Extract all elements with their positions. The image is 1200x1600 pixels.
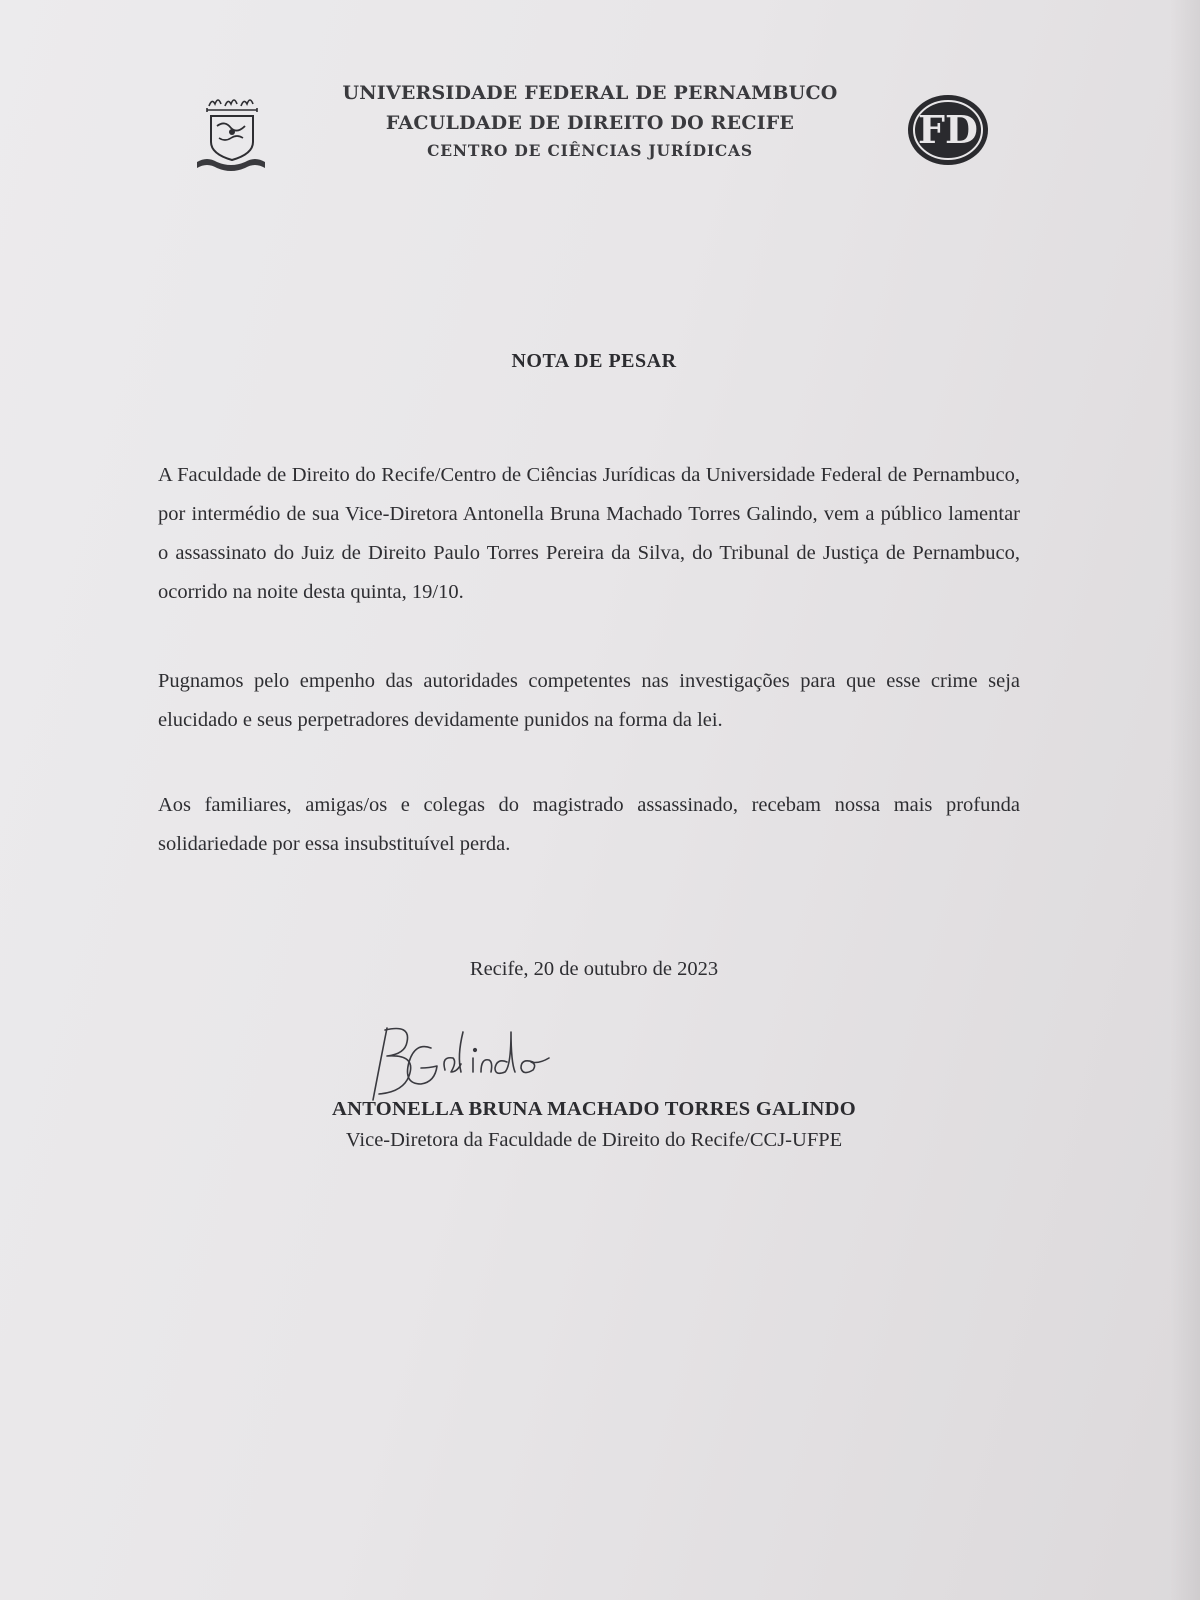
document-title: NOTA DE PESAR xyxy=(511,350,677,372)
paragraph-3: Aos familiares, amigas/os e colegas do magistrado assassinado, recebam nossa mais profunda solidariedade por essa insubstituível perda. xyxy=(158,794,1020,855)
letterhead xyxy=(0,72,1200,182)
monogram-letters: FD xyxy=(918,107,978,152)
center-name: CENTRO DE CIÊNCIAS JURÍDICAS xyxy=(427,141,753,160)
fdr-monogram-icon xyxy=(905,92,991,168)
letterhead-text xyxy=(310,78,870,164)
signer-role: Vice-Diretora da Faculdade de Direito do Recife/CCJ-UFPE xyxy=(345,1129,843,1151)
signer-name: ANTONELLA BRUNA MACHADO TORRES GALINDO xyxy=(332,1098,856,1120)
university-name: UNIVERSIDADE FEDERAL DE PERNAMBUCO xyxy=(342,82,838,104)
paragraph-1: A Faculdade de Direito do Recife/Centro de Ciências Jurídicas da Universidade Federal de Pernambuco, por intermédio de sua Vice-Diretora Antonella Bruna Machado Torres Galindo, vem a público lamentar o assassinato do Juiz de Direito Paulo Torres Pereira da Silva, do Tribunal de Justiça de Pernambuco, ocorrido na noite desta quinta, 19/10. xyxy=(158,464,1020,603)
page-shadow-edge xyxy=(1170,0,1200,1600)
paragraph-2: Pugnamos pelo empenho das autoridades competentes nas investigações para que esse crime seja elucidado e seus perpetradores devidamente punidos na forma da lei. xyxy=(158,670,1020,731)
place-and-date: Recife, 20 de outubro de 2023 xyxy=(469,958,719,980)
faculty-name: FACULDADE DE DIREITO DO RECIFE xyxy=(385,112,795,134)
ufpe-crest-icon xyxy=(193,86,269,172)
